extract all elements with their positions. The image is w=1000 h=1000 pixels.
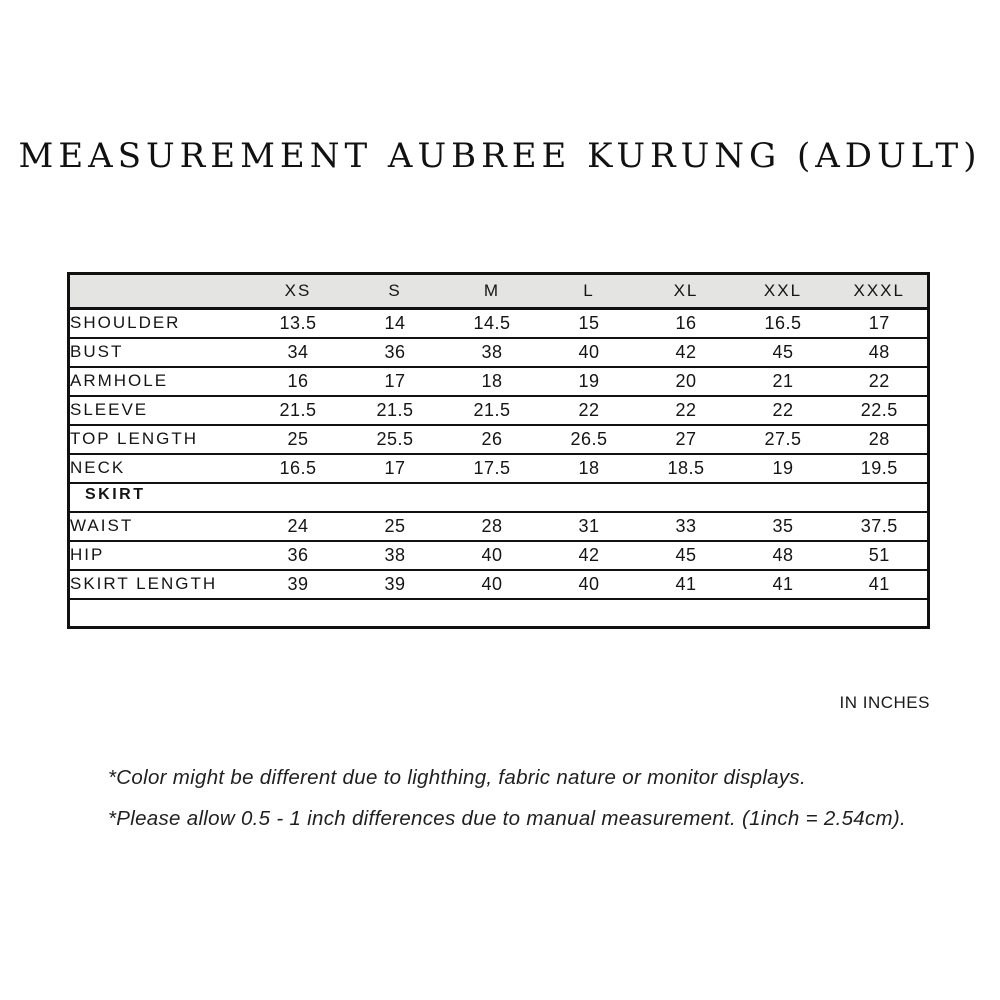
value-cell-xl: 16 bbox=[638, 309, 735, 338]
value-cell-xl: 22 bbox=[638, 396, 735, 425]
footnote-color-disclaimer: *Color might be different due to lighthing, fabric nature or monitor displays. bbox=[108, 766, 806, 789]
value-cell-xxl: 21 bbox=[735, 367, 832, 396]
empty-bottom-cell bbox=[69, 599, 929, 628]
value-cell-s: 17 bbox=[347, 454, 444, 483]
value-cell-xl: 33 bbox=[638, 512, 735, 541]
value-cell-xs: 21.5 bbox=[250, 396, 347, 425]
value-cell-xxxl: 19.5 bbox=[832, 454, 929, 483]
size-header-row bbox=[69, 274, 929, 309]
value-cell-xxl: 16.5 bbox=[735, 309, 832, 338]
value-cell-s: 14 bbox=[347, 309, 444, 338]
value-cell-m: 28 bbox=[444, 512, 541, 541]
page-title: MEASUREMENT AUBREE KURUNG (ADULT) bbox=[18, 136, 982, 176]
measurement-row-sleeve bbox=[69, 396, 929, 425]
value-cell-xxxl: 28 bbox=[832, 425, 929, 454]
row-label: HIP bbox=[69, 541, 250, 570]
value-cell-xxxl: 37.5 bbox=[832, 512, 929, 541]
value-cell-l: 42 bbox=[541, 541, 638, 570]
size-header-xs: XS bbox=[250, 274, 347, 309]
value-cell-l: 19 bbox=[541, 367, 638, 396]
skirt-measurements-body bbox=[69, 512, 929, 599]
empty-bottom-row bbox=[69, 599, 929, 628]
value-cell-m: 40 bbox=[444, 541, 541, 570]
value-cell-s: 38 bbox=[347, 541, 444, 570]
row-label: WAIST bbox=[69, 512, 250, 541]
value-cell-xxxl: 48 bbox=[832, 338, 929, 367]
value-cell-m: 17.5 bbox=[444, 454, 541, 483]
value-cell-xs: 36 bbox=[250, 541, 347, 570]
row-label: NECK bbox=[69, 454, 250, 483]
value-cell-l: 18 bbox=[541, 454, 638, 483]
skirt-section-cell bbox=[69, 483, 929, 512]
value-cell-xs: 25 bbox=[250, 425, 347, 454]
value-cell-xxxl: 17 bbox=[832, 309, 929, 338]
skirt-section-row bbox=[69, 483, 929, 512]
size-header-xl: XL bbox=[638, 274, 735, 309]
measurement-row-skirt-length bbox=[69, 570, 929, 599]
row-label: TOP LENGTH bbox=[69, 425, 250, 454]
measurement-row-hip bbox=[69, 541, 929, 570]
value-cell-s: 25.5 bbox=[347, 425, 444, 454]
table-header bbox=[69, 274, 929, 309]
value-cell-xxl: 48 bbox=[735, 541, 832, 570]
value-cell-xxxl: 51 bbox=[832, 541, 929, 570]
value-cell-l: 40 bbox=[541, 570, 638, 599]
size-header-s: S bbox=[347, 274, 444, 309]
value-cell-l: 22 bbox=[541, 396, 638, 425]
value-cell-xxxl: 41 bbox=[832, 570, 929, 599]
value-cell-xs: 39 bbox=[250, 570, 347, 599]
value-cell-xxl: 41 bbox=[735, 570, 832, 599]
row-label: SKIRT LENGTH bbox=[69, 570, 250, 599]
measurement-row-shoulder bbox=[69, 309, 929, 338]
value-cell-xs: 16.5 bbox=[250, 454, 347, 483]
value-cell-xxxl: 22 bbox=[832, 367, 929, 396]
measurement-row-armhole bbox=[69, 367, 929, 396]
measurement-row-neck bbox=[69, 454, 929, 483]
value-cell-xxl: 19 bbox=[735, 454, 832, 483]
value-cell-xxl: 27.5 bbox=[735, 425, 832, 454]
value-cell-m: 26 bbox=[444, 425, 541, 454]
value-cell-m: 18 bbox=[444, 367, 541, 396]
value-cell-xl: 18.5 bbox=[638, 454, 735, 483]
value-cell-l: 26.5 bbox=[541, 425, 638, 454]
value-cell-m: 14.5 bbox=[444, 309, 541, 338]
value-cell-xs: 13.5 bbox=[250, 309, 347, 338]
value-cell-m: 21.5 bbox=[444, 396, 541, 425]
value-cell-m: 38 bbox=[444, 338, 541, 367]
top-measurements-body bbox=[69, 309, 929, 483]
value-cell-xl: 27 bbox=[638, 425, 735, 454]
value-cell-s: 25 bbox=[347, 512, 444, 541]
size-header-l: L bbox=[541, 274, 638, 309]
value-cell-xl: 41 bbox=[638, 570, 735, 599]
value-cell-l: 15 bbox=[541, 309, 638, 338]
skirt-section-label: SKIRT bbox=[85, 485, 146, 503]
measurement-table bbox=[67, 272, 930, 629]
footnotes bbox=[108, 766, 906, 848]
value-cell-s: 21.5 bbox=[347, 396, 444, 425]
size-header-xxl: XXL bbox=[735, 274, 832, 309]
measurement-row-waist bbox=[69, 512, 929, 541]
measurement-row-top-length bbox=[69, 425, 929, 454]
value-cell-xs: 34 bbox=[250, 338, 347, 367]
row-label: SHOULDER bbox=[69, 309, 250, 338]
value-cell-xxxl: 22.5 bbox=[832, 396, 929, 425]
value-cell-l: 40 bbox=[541, 338, 638, 367]
value-cell-l: 31 bbox=[541, 512, 638, 541]
value-cell-xs: 24 bbox=[250, 512, 347, 541]
unit-note: IN INCHES bbox=[839, 693, 930, 712]
value-cell-xxl: 35 bbox=[735, 512, 832, 541]
size-header-xxxl: XXXL bbox=[832, 274, 929, 309]
value-cell-s: 39 bbox=[347, 570, 444, 599]
value-cell-xl: 20 bbox=[638, 367, 735, 396]
row-label: BUST bbox=[69, 338, 250, 367]
value-cell-xs: 16 bbox=[250, 367, 347, 396]
footnote-measurement-disclaimer: *Please allow 0.5 - 1 inch differences due to manual measurement. (1inch = 2.54cm). bbox=[108, 807, 907, 830]
value-cell-s: 17 bbox=[347, 367, 444, 396]
value-cell-m: 40 bbox=[444, 570, 541, 599]
size-header-m: M bbox=[444, 274, 541, 309]
measurement-row-bust bbox=[69, 338, 929, 367]
value-cell-s: 36 bbox=[347, 338, 444, 367]
size-header-blank-cell bbox=[69, 274, 250, 309]
value-cell-xl: 45 bbox=[638, 541, 735, 570]
row-label: SLEEVE bbox=[69, 396, 250, 425]
row-label: ARMHOLE bbox=[69, 367, 250, 396]
value-cell-xl: 42 bbox=[638, 338, 735, 367]
value-cell-xxl: 45 bbox=[735, 338, 832, 367]
value-cell-xxl: 22 bbox=[735, 396, 832, 425]
